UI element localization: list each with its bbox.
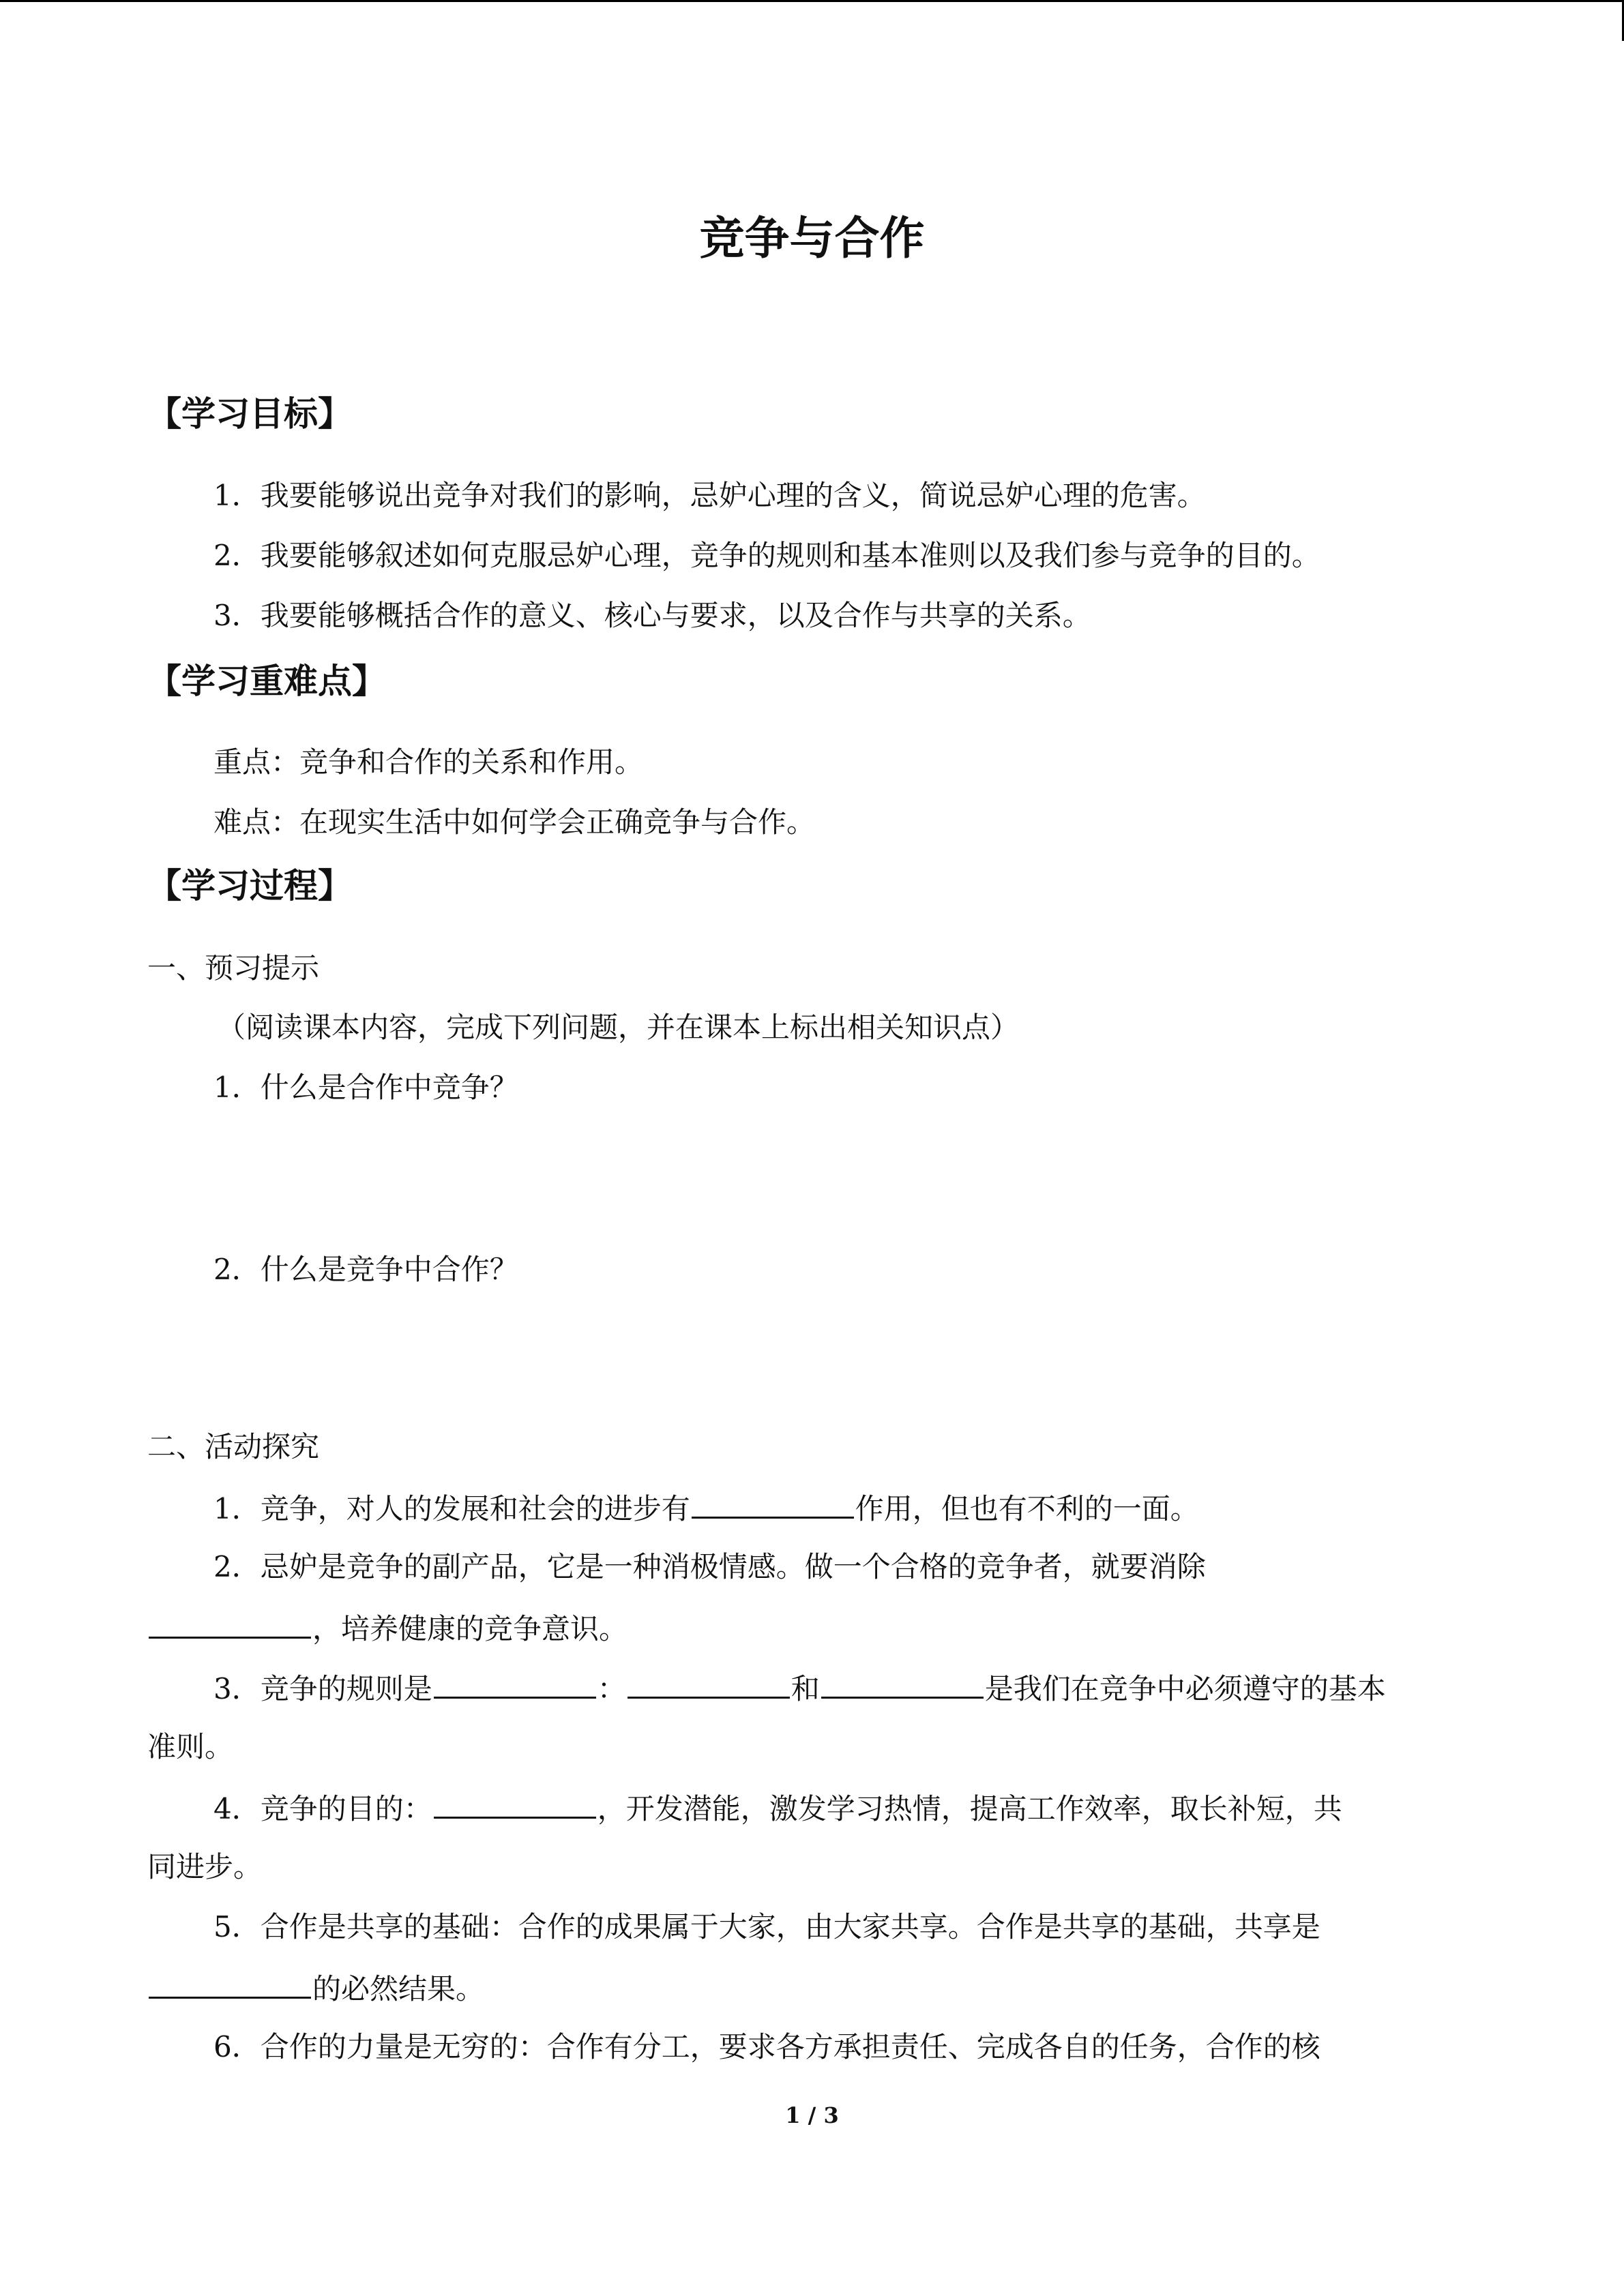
activity-item-3-text-b: ： [597, 1672, 626, 1705]
activity-item-2-line-2 [147, 1607, 628, 1650]
activity-item-4-line-2: 同进步。 [147, 1850, 263, 1883]
activity-item-4-text-a: 4．竞争的目的： [213, 1792, 432, 1825]
activity-item-5-line-2 [147, 1967, 484, 2010]
fill-blank[interactable] [434, 1787, 596, 1819]
activity-item-3-text-c: 和 [791, 1672, 820, 1705]
preview-section-title: 一、预习提示 [147, 951, 320, 985]
activity-item-2-line-1: 2．忌妒是竞争的副产品，它是一种消极情感。做一个合格的竞争者，就要消除 [213, 1550, 1206, 1583]
preview-question-2: 2．什么是竞争中合作？ [213, 1253, 518, 1286]
activity-item-1 [213, 1487, 1199, 1530]
fill-blank[interactable] [821, 1667, 984, 1699]
activity-item-4-text-b: ，开发潜能，激发学习热情，提高工作效率，取长补短，共 [597, 1792, 1342, 1825]
activity-item-5-text-b: 的必然结果。 [312, 1972, 485, 2006]
heading-learning-goals: 【学习目标】 [147, 394, 352, 434]
activity-item-6-line-1: 6．合作的力量是无穷的：合作有分工，要求各方承担责任、完成各自的任务，合作的核 [213, 2030, 1320, 2063]
activity-item-3-line-2: 准则。 [147, 1730, 234, 1763]
activity-section-title: 二、活动探究 [147, 1430, 320, 1463]
fill-blank[interactable] [628, 1667, 790, 1699]
preview-note: （阅读课本内容，完成下列问题，并在课本上标出相关知识点） [217, 1011, 1020, 1044]
goal-item-3: 3．我要能够概括合作的意义、核心与要求，以及合作与共享的关系。 [213, 599, 1091, 632]
heading-key-difficulties: 【学习重难点】 [147, 661, 386, 701]
page-number: 1 / 3 [785, 2102, 839, 2128]
fill-blank[interactable] [692, 1487, 854, 1519]
activity-item-4-line-1 [213, 1787, 1342, 1830]
activity-item-2-text-b: ，培养健康的竞争意识。 [312, 1612, 628, 1645]
key-point: 重点：竞争和合作的关系和作用。 [213, 745, 644, 779]
preview-question-1: 1．什么是合作中竞争？ [213, 1071, 518, 1104]
page-border-top [0, 0, 1624, 2]
page-title: 竞争与合作 [699, 212, 925, 265]
activity-item-1-text-b: 作用，但也有不利的一面。 [855, 1492, 1199, 1525]
goal-item-2: 2．我要能够叙述如何克服忌妒心理，竞争的规则和基本准则以及我们参与竞争的目的。 [213, 539, 1320, 572]
activity-item-5-line-1: 5．合作是共享的基础：合作的成果属于大家，由大家共享。合作是共享的基础，共享是 [213, 1910, 1320, 1943]
goal-item-1: 1．我要能够说出竞争对我们的影响，忌妒心理的含义，简说忌妒心理的危害。 [213, 479, 1206, 512]
activity-item-1-text-a: 1．竞争，对人的发展和社会的进步有 [213, 1492, 690, 1525]
heading-learning-process: 【学习过程】 [147, 866, 352, 906]
fill-blank[interactable] [149, 1607, 311, 1639]
activity-item-3-text-d: 是我们在竞争中必须遵守的基本 [984, 1672, 1386, 1705]
fill-blank[interactable] [434, 1667, 596, 1699]
difficult-point: 难点：在现实生活中如何学会正确竞争与合作。 [213, 805, 816, 839]
fill-blank[interactable] [149, 1967, 311, 1999]
activity-item-3-text-a: 3．竞争的规则是 [213, 1672, 432, 1705]
activity-item-3-line-1 [213, 1667, 1386, 1710]
